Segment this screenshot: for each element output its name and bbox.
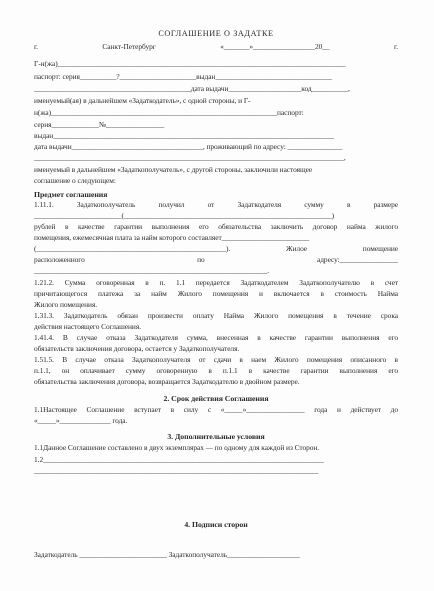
text-line: соглашение о следующем:: [34, 177, 116, 185]
text-line: 1.51.5. В случае отказа Задаткополучателя от сдачи в наем Жилого помещения описанного в: [34, 356, 398, 364]
text-line: 1.2_____________________________________________________________________________: [34, 456, 324, 464]
text-line: _____________________________________________________________________________________,: [34, 154, 346, 162]
text-line: помещения, ежемесячная плата за найм которого составляет________________________: [34, 234, 310, 242]
text-line: 4. Подписи сторон: [184, 521, 248, 529]
text-line: паспорт: серия__________?_____________________выдан________________________________: [34, 73, 332, 81]
text-line: 1.31.3. Задаткодатель обязан произвести оплату Найма Жилого помещения в течение срока: [34, 312, 398, 320]
text-line: 1.1Настоящее Соглашение вступает в силу с «_____»________________ года и действует до: [34, 406, 398, 414]
text-line: именуемый в дальнейшем «Задаткополучатель», с другой стороны, заключили настоящее: [34, 166, 313, 174]
text-line: обязательств заключения договора, остается у Задаткополучателя.: [34, 345, 240, 353]
text-line: «_____»______________ года.: [34, 417, 128, 425]
text-line: Предмет соглашения: [34, 191, 108, 199]
text-line: расположенного по адресу:________________: [34, 256, 398, 264]
text-line: именуемый(ая) в дальнейшем «Задаткодатель», с одной стороны, и Г-: [34, 97, 251, 105]
text-line: Задаткодатель ________________________ Задаткополучатель____________________: [34, 551, 300, 559]
text-line: (____________________________________________________). Жилое помещение: [34, 245, 398, 253]
text-line: ___________________________________________дата выдачи____________________код__________,: [34, 85, 350, 93]
text-line: выдан_____________________________________________________________________________: [34, 132, 334, 140]
text-line: 3. Дополнительные условия: [167, 433, 265, 441]
text-line: причитающегося платежа за найм Жилого помещения и включается в стоимость Найма: [34, 290, 398, 298]
text-line: Жилого помещения.: [34, 301, 98, 309]
text-line: ______________________________________________________________________________: [34, 467, 319, 475]
text-line: п.1.1, он оплачивает сумму оговоренную в п.1.1 в качестве гарантии выполнения его: [34, 367, 398, 375]
text-line: Г-н(жа)_______________________________________________________________________________: [34, 60, 346, 68]
text-line: дата выдачи____________________________________, проживающий по адресу: _______________: [34, 143, 343, 151]
text-line: 2. Срок действия Соглашения: [163, 395, 269, 403]
text-line: ________________________(_________________________________________________________): [34, 212, 335, 220]
text-line: г. Санкт-Петербург «_______»_________________20__ г.: [34, 43, 398, 51]
document-title: СОГЛАШЕНИЕ О ЗАДАТКЕ: [158, 30, 274, 38]
text-line: 1.1Данное Соглашение составлено в двух экземплярах — по одному для каждой из Сторон.: [34, 444, 320, 452]
text-line: н(жа)______________________________________________________________паспорт:: [34, 109, 304, 117]
text-line: 1.21.2. Сумма оговоренная в п. 1.1 передается Задаткодателем Задаткополучателю в счет: [34, 279, 398, 287]
text-line: действия настоящего Соглашения.: [34, 323, 141, 331]
text-line: ________________________________________________________________.: [34, 267, 270, 275]
text-line: 1.41.4. В случае отказа Задаткодателя сумма, внесенная в качестве гарантии выполнения его: [34, 334, 398, 342]
text-line: серия_____________№________________: [34, 121, 165, 129]
text-line: 1.11.1. Задаткополучатель получил от Задаткодателя сумму в размере: [34, 201, 398, 209]
text-line: обязательства заключения договора, возвращается Задаткодателю в двойном размере.: [34, 378, 300, 386]
text-line: рублей в качестве гарантии выполнения его обязательства заключить договор найма жилого: [34, 223, 398, 231]
